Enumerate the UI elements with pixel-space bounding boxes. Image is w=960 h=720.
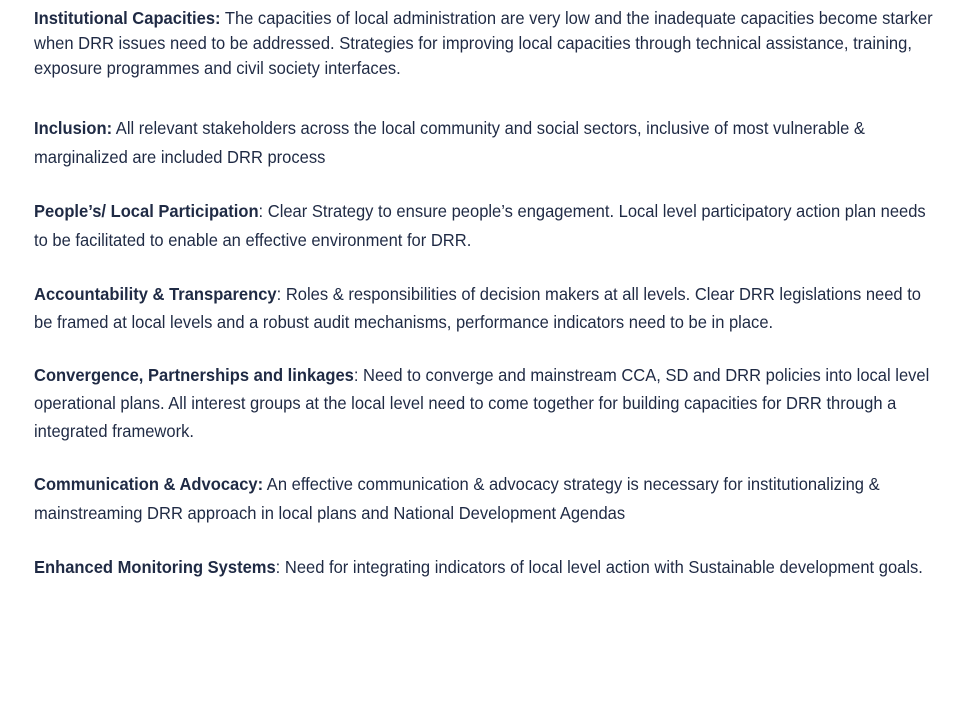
- paragraph-convergence: [34, 361, 944, 445]
- paragraph-local-participation: [34, 197, 944, 255]
- body-communication: An effective communication & advocacy strategy is necessary for institutionalizing & mainstreaming DRR approach in local plans and National Development Agendas: [34, 474, 880, 523]
- paragraph-monitoring: [34, 553, 944, 582]
- paragraph-communication: [34, 470, 944, 528]
- body-monitoring: : Need for integrating indicators of local level action with Sustainable development goals.: [275, 557, 923, 577]
- heading-institutional-capacities: Institutional Capacities:: [34, 8, 221, 28]
- paragraph-spacer: [34, 172, 944, 197]
- heading-accountability: Accountability & Transparency: [34, 284, 277, 304]
- slide-content: [34, 6, 944, 582]
- paragraph-spacer: [34, 81, 944, 114]
- paragraph-spacer: [34, 445, 944, 470]
- heading-local-participation: People’s/ Local Participation: [34, 201, 259, 221]
- body-accountability: : Roles & responsibilities of decision makers at all levels. Clear DRR legislations need to be framed at local levels and a robust audit mechanisms, performance indicators need to be in place.: [34, 284, 922, 332]
- paragraph-accountability: [34, 280, 944, 336]
- body-local-participation: : Clear Strategy to ensure people’s engagement. Local level participatory action plan needs to be facilitated to enable an effective environment for DRR.: [34, 201, 926, 250]
- paragraph-spacer: [34, 255, 944, 280]
- heading-communication: Communication & Advocacy:: [34, 474, 264, 494]
- body-inclusion: All relevant stakeholders across the local community and social sectors, inclusive of most vulnerable & marginalized are included DRR process: [34, 118, 865, 167]
- heading-inclusion: Inclusion:: [34, 118, 113, 138]
- paragraph-spacer: [34, 336, 944, 361]
- heading-monitoring: Enhanced Monitoring Systems: [34, 557, 276, 577]
- heading-convergence: Convergence, Partnerships and linkages: [34, 365, 354, 385]
- paragraph-inclusion: [34, 114, 944, 172]
- body-institutional-capacities: The capacities of local administration are very low and the inadequate capacities become starker when DRR issues need to be addressed. Strategies for improving local capacities through technical assistance, training, exposure programmes and civil society interfaces.: [34, 8, 933, 78]
- body-convergence: : Need to converge and mainstream CCA, SD and DRR policies into local level operational plans. All interest groups at the local level need to come together for building capacities for DRR through a integrated framework.: [34, 365, 930, 441]
- paragraph-institutional-capacities: [34, 6, 944, 81]
- paragraph-spacer: [34, 528, 944, 553]
